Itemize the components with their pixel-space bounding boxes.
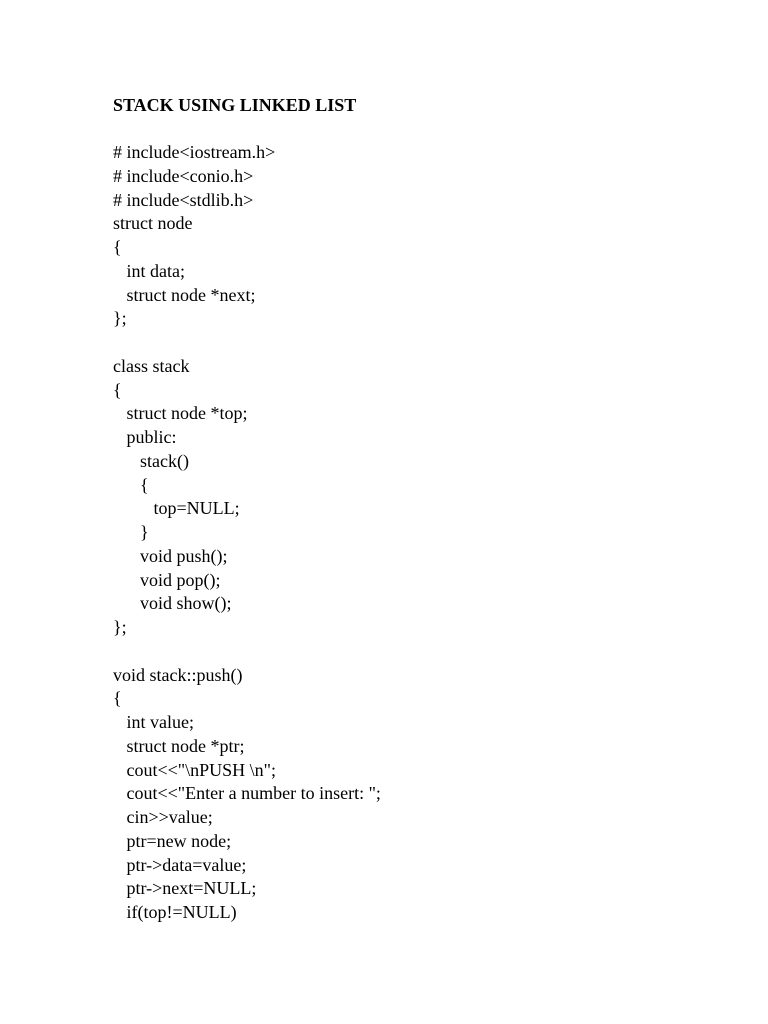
code-line: struct node *next; <box>113 284 256 305</box>
code-line: ptr->next=NULL; <box>113 878 257 899</box>
code-line: cout<<"Enter a number to insert: "; <box>113 783 381 804</box>
code-line: void pop(); <box>113 569 221 590</box>
code-line: struct node *ptr; <box>113 735 245 756</box>
code-line: int data; <box>113 260 185 281</box>
code-line: # include<stdlib.h> <box>113 189 254 210</box>
code-line: void show(); <box>113 593 232 614</box>
code-line: struct node <box>113 213 193 234</box>
code-line: } <box>113 522 149 542</box>
code-line: int value; <box>113 712 194 732</box>
code-line: class stack <box>113 355 190 376</box>
code-line: { <box>113 474 149 495</box>
code-line: # include<conio.h> <box>113 165 254 186</box>
code-line: void stack::push() <box>113 664 243 685</box>
code-line: cin>>value; <box>113 807 213 827</box>
code-line: void push(); <box>113 545 228 566</box>
code-line: public: <box>113 427 177 447</box>
code-line: ptr->data=value; <box>113 854 247 875</box>
code-line <box>113 640 381 664</box>
code-line: # include<iostream.h> <box>113 142 276 162</box>
code-line: ptr=new node; <box>113 830 232 851</box>
code-line: if(top!=NULL) <box>113 902 237 922</box>
code-line: cout<<"\nPUSH \n"; <box>113 759 277 780</box>
code-line: }; <box>113 308 127 329</box>
code-line: { <box>113 688 122 709</box>
code-line: }; <box>113 617 127 637</box>
code-line: top=NULL; <box>113 498 240 519</box>
code-line: { <box>113 379 122 400</box>
code-line: stack() <box>113 450 189 471</box>
code-line: struct node *top; <box>113 403 248 424</box>
code-line: { <box>113 237 122 257</box>
document-title: STACK USING LINKED LIST <box>113 95 357 115</box>
code-line <box>113 331 381 355</box>
code-listing <box>113 141 381 925</box>
